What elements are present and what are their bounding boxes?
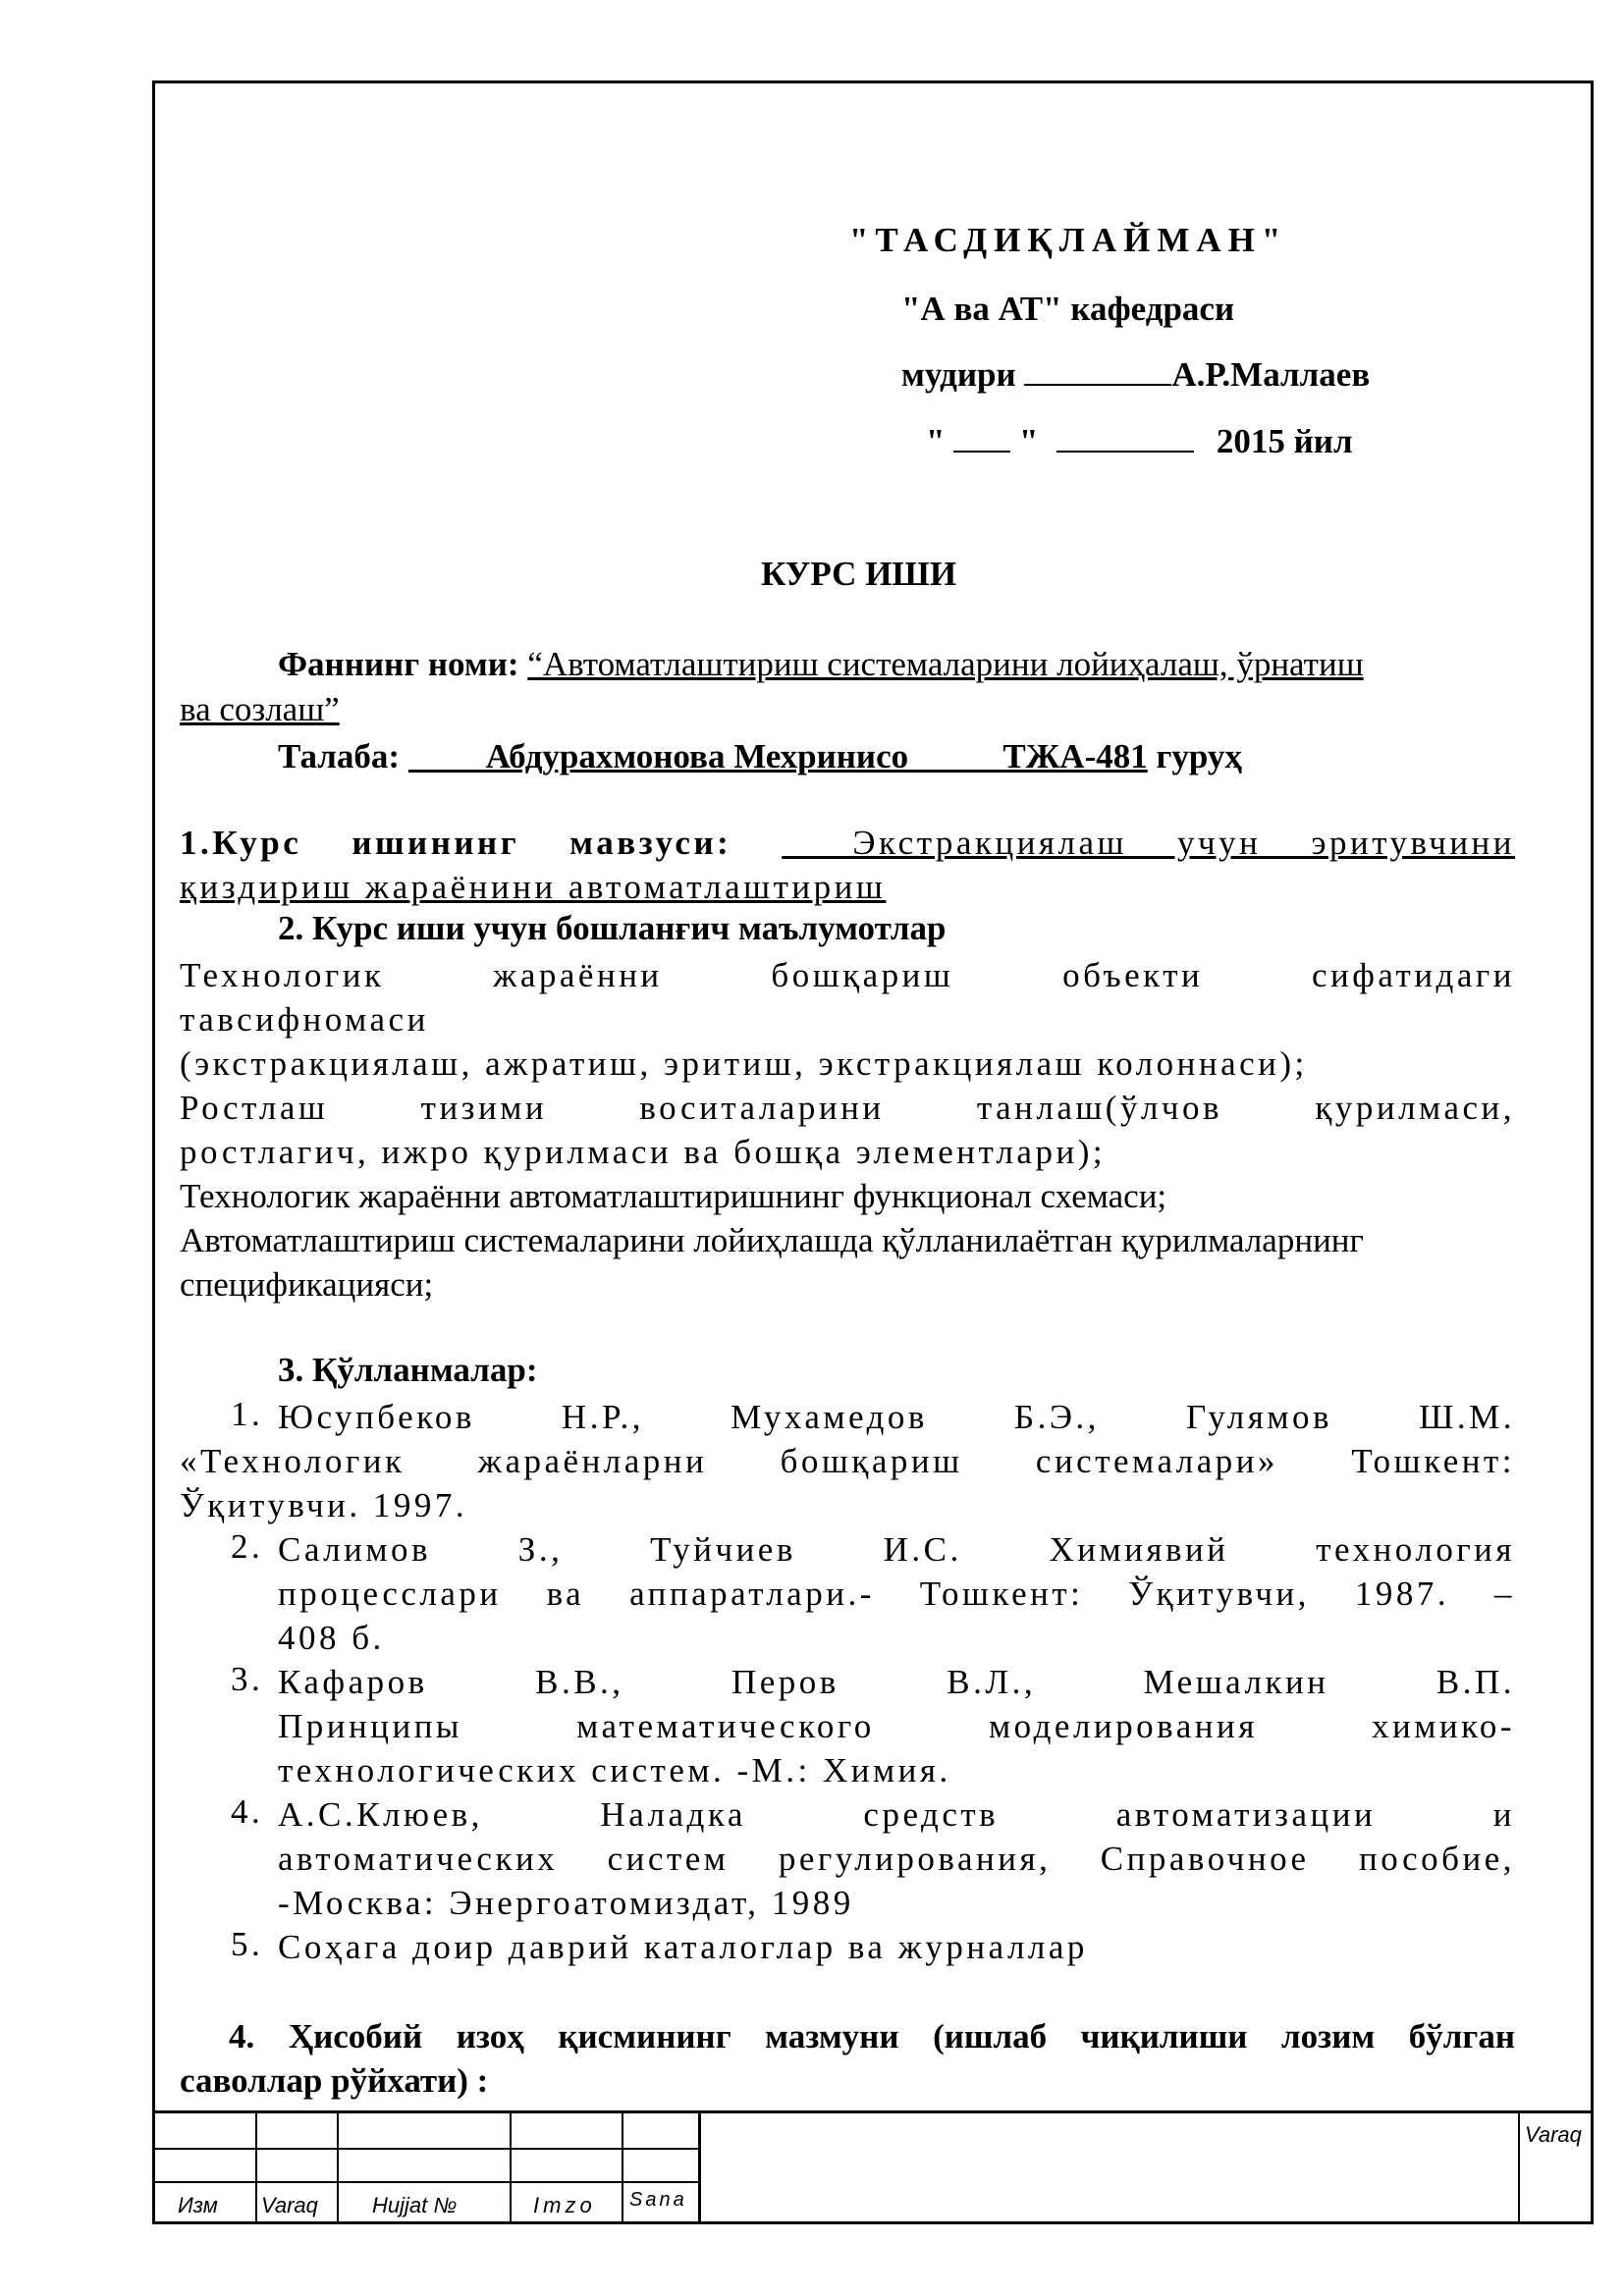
stamp-grid-line bbox=[152, 2148, 700, 2150]
section2-title: 2. Курс иши учун бошланғич маълумотлар bbox=[278, 909, 947, 947]
ref-line: процесслари ва аппаратлари.- Тошкент: Ўқитувчи, 1987. – bbox=[278, 1575, 1515, 1613]
student-group-suffix: гуруҳ bbox=[1156, 737, 1242, 775]
stamp-grid-line bbox=[1518, 2110, 1520, 2224]
stamp-izm: Изм bbox=[178, 2193, 218, 2217]
stamp-grid-line bbox=[698, 2110, 701, 2224]
stamp-grid-line bbox=[510, 2110, 512, 2224]
student-line bbox=[278, 734, 1242, 778]
stamp-varaq: Varaq bbox=[261, 2193, 318, 2217]
stamp-hujjat: Hujjat № bbox=[372, 2193, 458, 2217]
ref-line: Соҳага доир даврий каталоглар ва журналлар bbox=[278, 1928, 1088, 1966]
ref-line: Ўқитувчи. 1997. bbox=[180, 1486, 468, 1524]
approval-head-name: А.Р.Маллаев bbox=[1171, 355, 1371, 394]
document-title: КУРС ИШИ bbox=[761, 555, 957, 593]
section2-line: спецификацияси; bbox=[180, 1265, 434, 1304]
ref-line: 408 б. bbox=[278, 1619, 385, 1657]
section1-topic-1: _ Экстракциялаш учун эритувчини bbox=[782, 824, 1516, 862]
student-name-field bbox=[408, 737, 1148, 775]
stamp-table bbox=[152, 2110, 1594, 2224]
ref-line: Юсупбеков Н.Р., Мухамедов Б.Э., Гулямов Ш.М. bbox=[278, 1398, 1515, 1436]
student-group: ТЖА-481 bbox=[1002, 737, 1148, 775]
section2-line: тавсифномаси bbox=[180, 1000, 429, 1039]
approval-title: "ТАСДИҚЛАЙМАН" bbox=[849, 221, 1288, 259]
ref-number: 2. bbox=[231, 1527, 264, 1566]
approval-department: "А ва АТ" кафедраси bbox=[901, 290, 1235, 328]
section1-topic-2: қиздириш жараёнини автоматлаштириш bbox=[180, 868, 887, 906]
ref-number: 3. bbox=[231, 1660, 264, 1698]
section4-line1: 4. Ҳисобий изоҳ қисмининг мазмуни (ишлаб чиқилиши лозим бўлган bbox=[229, 2017, 1515, 2056]
section2-line: Технологик жараённи автоматлаштиришнинг функционал схемаси; bbox=[180, 1177, 1167, 1215]
ref-line: Кафаров В.В., Перов В.Л., Мешалкин В.П. bbox=[278, 1663, 1515, 1701]
section4-line2: саволлар рўйхати) : bbox=[180, 2061, 489, 2100]
section3-title: 3. Қўлланмалар: bbox=[278, 1351, 538, 1389]
section1-line1 bbox=[180, 821, 1515, 865]
stamp-grid-line bbox=[337, 2110, 339, 2224]
approval-head bbox=[901, 355, 1370, 395]
ref-line: А.С.Клюев, Наладка средств автоматизации и bbox=[278, 1795, 1515, 1834]
date-year: 2015 йил bbox=[1216, 422, 1353, 460]
section2-line: ростлагич, ижро қурилмаси ва бошқа элементлари); bbox=[180, 1133, 1107, 1171]
ref-line: «Технологик жараёнларни бошқариш системалари» Тошкент: bbox=[180, 1442, 1515, 1480]
subject-label: Фаннинг номи: bbox=[278, 645, 519, 683]
approval-date bbox=[926, 422, 1353, 461]
stamp-imzo: Imzo bbox=[533, 2193, 596, 2217]
ref-line: Принципы математического моделирования химико- bbox=[278, 1707, 1515, 1745]
date-quote-close: " bbox=[1018, 422, 1039, 460]
section1-label: 1.Курс ишининг мавзуси: bbox=[180, 824, 732, 862]
section2-line: (экстракциялаш, ажратиш, эритиш, экстракциялаш колоннаси); bbox=[180, 1044, 1308, 1083]
ref-number: 1. bbox=[231, 1395, 264, 1433]
stamp-sana: Sana bbox=[629, 2189, 687, 2211]
ref-line: Салимов З., Туйчиев И.С. Химиявий технология bbox=[278, 1530, 1515, 1569]
stamp-grid-line bbox=[152, 2181, 700, 2183]
approval-head-prefix: мудири bbox=[901, 355, 1016, 394]
student-name: Абдурахмонова Мехринисо bbox=[485, 737, 909, 775]
subject-value-2: ва созлаш” bbox=[180, 690, 340, 728]
section2-line: Ростлаш тизими воситаларини танлаш(ўлчов қурилмаси, bbox=[180, 1089, 1515, 1127]
ref-number: 4. bbox=[231, 1792, 264, 1831]
stamp-varaq-right: Varaq bbox=[1525, 2122, 1582, 2147]
ref-number: 5. bbox=[231, 1925, 264, 1963]
stamp-border bbox=[152, 2110, 1594, 2113]
date-quote-open: " bbox=[926, 422, 946, 460]
ref-line: автоматических систем регулирования, Справочное пособие, bbox=[278, 1840, 1515, 1878]
section2-line: Автоматлаштириш системаларини лойиҳлашда қўлланилаётган қурилмаларнинг bbox=[180, 1221, 1364, 1259]
stamp-grid-line bbox=[255, 2110, 257, 2224]
subject-line1 bbox=[278, 642, 1515, 686]
ref-line: технологических систем. -М.: Химия. bbox=[278, 1751, 951, 1789]
student-label: Талаба: bbox=[278, 737, 401, 775]
date-month-blank bbox=[1056, 451, 1194, 453]
date-day-blank bbox=[953, 451, 1010, 453]
section2-line: Технологик жараённи бошқариш объекти сифатидаги bbox=[180, 956, 1515, 994]
approval-signature-line bbox=[1024, 384, 1171, 386]
stamp-grid-line bbox=[622, 2110, 623, 2224]
subject-value-1: “Автоматлаштириш системаларини лойиҳалаш, ўрнатиш bbox=[527, 645, 1364, 683]
ref-line: -Москва: Энергоатомиздат, 1989 bbox=[278, 1884, 854, 1922]
